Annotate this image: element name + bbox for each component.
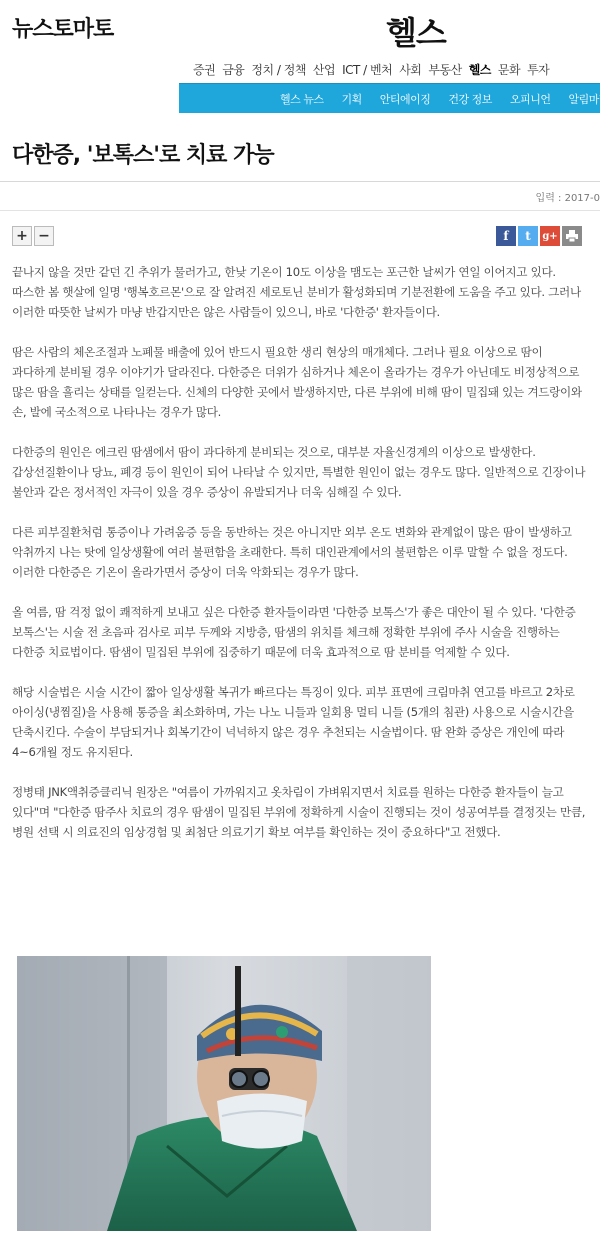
subnav-item-opinion[interactable]: 오피니언 xyxy=(509,92,551,106)
meta-divider xyxy=(0,210,600,211)
article-date: 입력 : 2017-0 xyxy=(535,193,600,204)
article-paragraph: 끝나지 않을 것만 같던 긴 추위가 물러가고, 한낮 기온이 10도 이상을 맴도는 포근한 날씨가 연일 이어지고 있다. 따스한 봄 햇살에 일명 '행복호르몬'으로 잘 알려진 세로토닌 분비가 활성화되며 기분전환에 도움을 주고 있다. 그러나 이러한 따뜻한 날씨가 마냥 반갑지만은 않은 사람들이 있으니, 바로 '다한증' 환자들이다. xyxy=(12,265,581,319)
nav-item-ict[interactable]: ICT / 벤처 xyxy=(342,62,393,77)
font-decrease-button[interactable]: − xyxy=(34,226,54,246)
facebook-icon: f xyxy=(503,229,509,243)
nav-item-finance[interactable]: 금융 xyxy=(222,62,245,77)
article-paragraph: 다른 피부질환처럼 통증이나 가려움증 등을 동반하는 것은 아니지만 외부 온도 변화와 관계없이 많은 땀이 발생하고 악취까지 나는 탓에 일상생활에 여러 불편함을 초래한다. 특히 대인관계에서의 불편함은 이루 말할 수 없을 정도다. 이러한 다한증은 기온이 올라가면서 증상이 더욱 악화되는 경우가 많다. xyxy=(12,525,572,579)
article-photo xyxy=(17,956,431,1231)
nav-item-stocks[interactable]: 증권 xyxy=(193,62,216,77)
subnav-item-health-info[interactable]: 건강 정보 xyxy=(448,92,492,106)
nav-item-industry[interactable]: 산업 xyxy=(312,62,336,77)
subnav-item-feature[interactable]: 기획 xyxy=(341,92,362,106)
twitter-share-button[interactable] xyxy=(518,226,538,246)
article-paragraph: 해당 시술법은 시술 시간이 짧아 일상생활 복귀가 빠르다는 특징이 있다. 피부 표면에 크림마취 연고를 바르고 2차로 아이싱(냉찜질)을 사용해 통증을 최소화하며, 가는 나노 니들과 일회용 멀티 니들 (5개의 침관) 사용으로 시술시간을 단축시킨다. 수술이 부담되거나 회복기간이 넉넉하지 않은 경우 추천되는 시술법이다. 땀 완화 증상은 개인에 따라 4~6개월 정도 유지된다. xyxy=(12,685,575,759)
nav-item-realestate[interactable]: 부동산 xyxy=(428,62,462,77)
font-size-controls xyxy=(12,226,56,246)
print-icon xyxy=(565,229,579,243)
googleplus-share-button[interactable] xyxy=(540,226,560,246)
nav-item-health[interactable]: 헬스 xyxy=(468,62,491,77)
article-headline: 다한증, '보톡스'로 치료 가능 xyxy=(12,143,274,168)
top-navigation xyxy=(193,60,593,78)
site-logo[interactable]: 뉴스토마토 xyxy=(12,17,114,42)
print-button[interactable] xyxy=(562,226,582,246)
article-paragraph: 올 여름, 땀 걱정 없이 쾌적하게 보내고 싶은 다한증 환자들이라면 '다한증 보톡스'가 좋은 대안이 될 수 있다. '다한증 보톡스'는 시술 전 초음파 검사로 피부 두께와 지방층, 땀샘의 위치를 체크해 정확한 부위에 주사 시술을 진행하는 다한증 치료법이다. 땀샘이 밀집된 부위에 집중하기 때문에 더욱 효과적으로 땀 분비를 억제할 수 있다. xyxy=(12,605,576,659)
article-paragraph: 정병태 JNK액취증클리닉 원장은 "여름이 가까워지고 옷차림이 가벼워지면서 치료를 원하는 다한증 환자들이 늘고 있다"며 "다한증 땀주사 치료의 경우 땀샘이 밀집된 부위에 정확하게 시술이 진행되는 것이 성공여부를 결정짓는 만큼, 병원 선택 시 의료진의 임상경험 및 최첨단 의료기기 확보 여부를 확인하는 것이 중요하다"고 전했다. xyxy=(12,785,586,839)
googleplus-icon: g+ xyxy=(542,230,558,242)
article-body xyxy=(12,262,587,862)
font-increase-button[interactable]: + xyxy=(12,226,32,246)
nav-item-politics[interactable]: 정치 / 정책 xyxy=(251,62,306,77)
article-paragraph: 다한증의 원인은 에크린 땀샘에서 땀이 과다하게 분비되는 것으로, 대부분 자율신경계의 이상으로 발생한다. 갑상선질환이나 당뇨, 폐경 등이 원인이 되어 나타날 수 있지만, 특별한 원인이 없는 경우도 많다. 일반적으로 긴장이나 불안과 같은 정서적인 자극이 있을 경우 증상이 유발되거나 더욱 심해질 수 있다. xyxy=(12,445,586,499)
share-buttons xyxy=(496,226,582,246)
article-paragraph: 땀은 사람의 체온조절과 노폐물 배출에 있어 반드시 필요한 생리 현상의 매개체다. 그러나 필요 이상으로 땀이 과다하게 분비될 경우 이야기가 달라진다. 다한증은 더위가 심하거나 체온이 올라가는 경우가 아닌데도 비정상적으로 많은 땀을 흘리는 상태를 일컫는다. 신체의 다양한 곳에서 발생하지만, 다른 부위에 비해 땀이 밀집돼 있는 겨드랑이와 손, 발에 국소적으로 나타나는 경우가 많다. xyxy=(12,345,582,419)
nav-item-invest[interactable]: 투자 xyxy=(527,62,550,77)
nav-item-culture[interactable]: 문화 xyxy=(497,62,521,77)
subnav-item-notice[interactable]: 알림마당 xyxy=(568,92,609,106)
subnav-item-antiaging[interactable]: 안티에이징 xyxy=(379,92,431,106)
doctor-photo-illustration xyxy=(17,956,431,1231)
headline-divider xyxy=(0,181,600,182)
facebook-share-button[interactable] xyxy=(496,226,516,246)
section-title[interactable]: 헬스 xyxy=(386,14,446,52)
nav-item-society[interactable]: 사회 xyxy=(399,62,422,77)
sub-navigation xyxy=(179,83,609,113)
twitter-icon: t xyxy=(525,229,531,243)
subnav-item-health-news[interactable]: 헬스 뉴스 xyxy=(280,92,324,106)
